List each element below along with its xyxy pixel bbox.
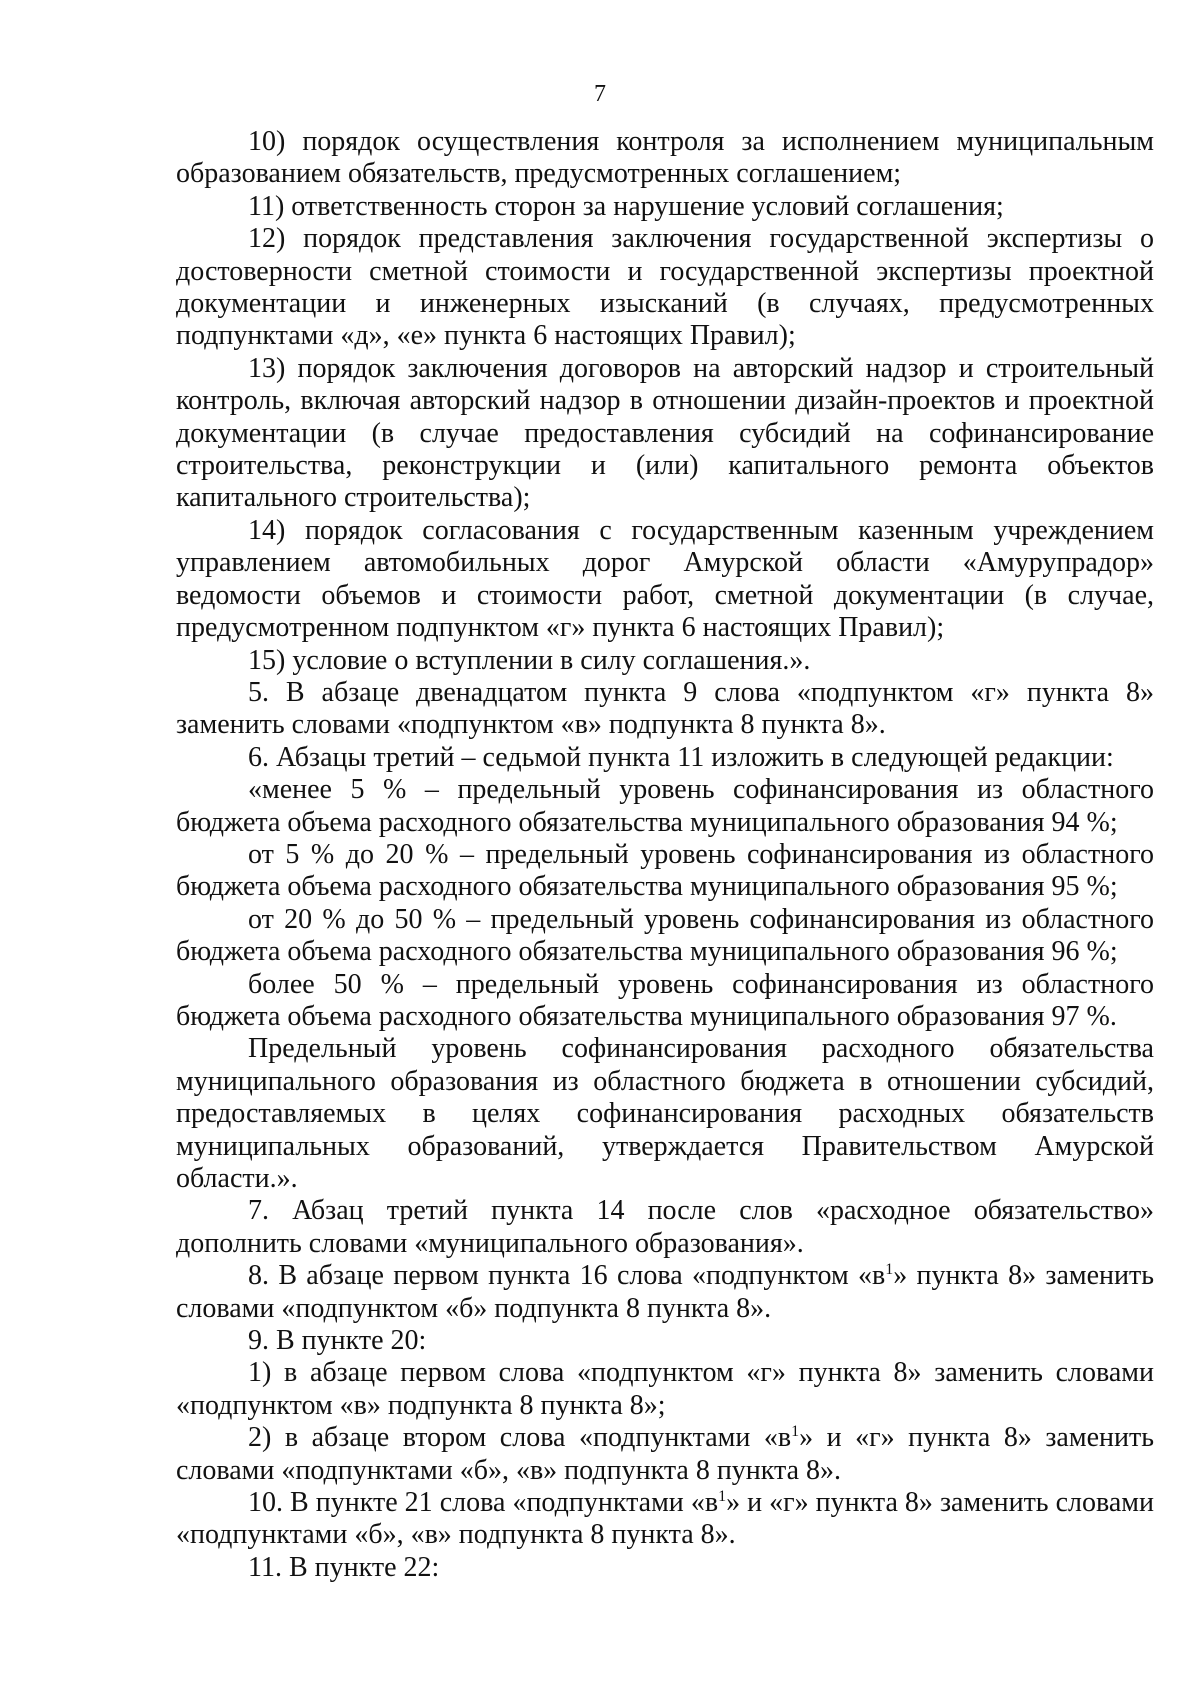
paragraph-item-11: 11. В пункте 22: xyxy=(248,1551,440,1583)
paragraph-item-5: 5. В абзаце двенадцатом пункта 9 слова «подпунктом «г» пункта 8» заменить словами «подпунктом «в» подпункта 8 пункта 8». xyxy=(176,676,1154,741)
document-body xyxy=(176,126,1154,1584)
paragraph-item-9-sub-2-text-after: » и «г» пункта 8» заменить словами «подпунктами «б», «в» подпункта 8 пункта 8». xyxy=(176,1422,1154,1486)
paragraph-item-9: 9. В пункте 20: xyxy=(248,1325,427,1357)
paragraph-more-50-percent: более 50 % – предельный уровень софинансирования из областного бюджета объема расходного обязательства муниципального образования 97 %. xyxy=(176,968,1154,1032)
superscript-one: 1 xyxy=(718,1488,727,1506)
paragraph-item-6: 6. Абзацы третий – седьмой пункта 11 изложить в следующей редакции: xyxy=(248,741,1114,773)
paragraph-item-10 xyxy=(176,1487,1154,1552)
paragraph-11-responsibility: 11) ответственность сторон за нарушение условий соглашения; xyxy=(248,190,1004,222)
paragraph-12-expertise: 12) порядок представления заключения государственной экспертизы о достоверности сметной стоимости и государственной экспертизы проектной документации и инженерных изысканий (в случаях, предусмотренных подпунктами «д», «е» пункта 6 настоящих Правил); xyxy=(176,223,1154,352)
paragraph-item-9-sub-2-text-before: 2) в абзаце втором слова «подпунктами «в xyxy=(248,1422,792,1454)
paragraph-13-supervision: 13) порядок заключения договоров на авторский надзор и строительный контроль, включая авторский надзор в отношении дизайн-проектов и проектной документации (в случае предоставления субсидий на софинансирование строительства, реконструкции и (или) капитального ремонта объектов капитального строительства); xyxy=(176,352,1154,514)
paragraph-item-8-text-before: 8. В абзаце первом пункта 16 слова «подпунктом «в xyxy=(248,1260,886,1292)
paragraph-cofinancing-level: Предельный уровень софинансирования расходного обязательства муниципального образования из областного бюджета в отношении субсидий, предоставляемых в целях софинансирования расходных обязательств муниципальных образований, утверждается Правительством Амурской области.». xyxy=(176,1033,1154,1194)
superscript-one: 1 xyxy=(791,1423,800,1441)
paragraph-less-5-percent: «менее 5 % – предельный уровень софинансирования из областного бюджета объема расходного обязательства муниципального образования 94 %; xyxy=(176,774,1154,838)
paragraph-item-9-sub-2 xyxy=(176,1422,1154,1487)
paragraph-item-10-text-after: » и «г» пункта 8» заменить словами «подпунктами «б», «в» подпункта 8 пункта 8». xyxy=(176,1487,1155,1551)
superscript-one: 1 xyxy=(885,1261,894,1279)
paragraph-10-control: 10) порядок осуществления контроля за исполнением муниципальным образованием обязательств, предусмотренных соглашением; xyxy=(176,126,1154,190)
paragraph-5-to-20-percent: от 5 % до 20 % – предельный уровень софинансирования из областного бюджета объема расходного обязательства муниципального образования 95 %; xyxy=(176,838,1154,903)
page-number: 7 xyxy=(594,81,606,107)
paragraph-item-8 xyxy=(176,1260,1154,1325)
paragraph-item-7: 7. Абзац третий пункта 14 после слов «расходное обязательство» дополнить словами «муниципального образования». xyxy=(176,1195,1154,1259)
paragraph-14-approval: 14) порядок согласования с государственным казенным учреждением управлением автомобильных дорог Амурской области «Амурупрадор» ведомости объемов и стоимости работ, сметной документации (в случае, предусмотренном подпунктом «г» пункта 6 настоящих Правил); xyxy=(176,514,1154,644)
paragraph-item-8-text-after: » пункта 8» заменить словами «подпунктом «б» подпункта 8 пункта 8». xyxy=(176,1260,1154,1324)
paragraph-15-entry-into-force: 15) условие о вступлении в силу соглашения.». xyxy=(248,644,811,676)
paragraph-item-9-sub-1: 1) в абзаце первом слова «подпунктом «г» пункта 8» заменить словами «подпунктом «в» подпункта 8 пункта 8»; xyxy=(176,1357,1154,1421)
paragraph-20-to-50-percent: от 20 % до 50 % – предельный уровень софинансирования из областного бюджета объема расходного обязательства муниципального образования 96 %; xyxy=(176,903,1154,968)
paragraph-item-10-text-before: 10. В пункте 21 слова «подпунктами «в xyxy=(248,1487,719,1519)
